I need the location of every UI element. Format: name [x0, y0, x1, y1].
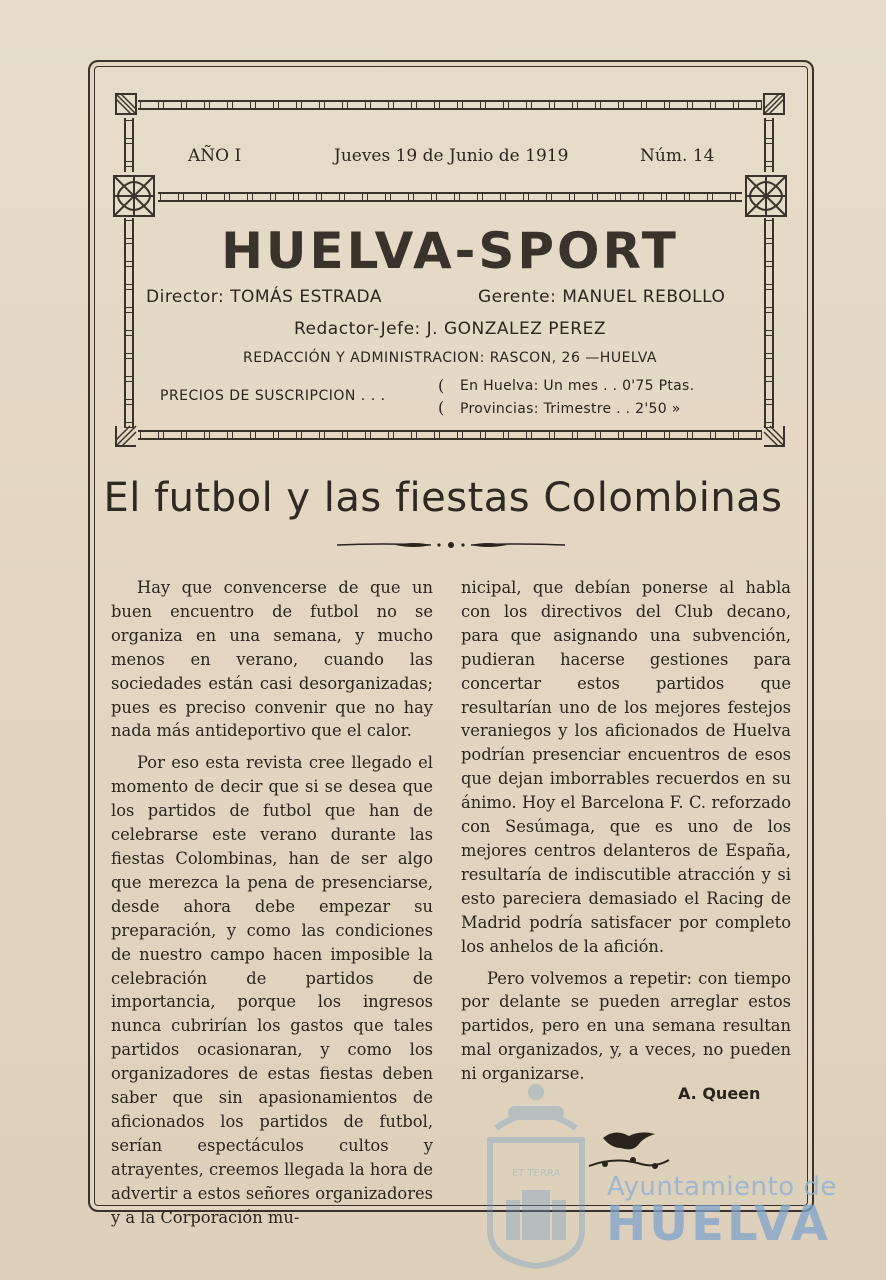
- coat-of-arms-watermark-icon: [476, 1080, 596, 1270]
- bottom-chain-ornament: [138, 430, 762, 440]
- bracket-mark: (: [438, 398, 445, 417]
- bracket-mark: (: [438, 376, 445, 395]
- subscription-local: En Huelva: Un mes . . 0'75 Ptas.: [460, 378, 695, 394]
- director-line: Director: TOMÁS ESTRADA: [146, 287, 382, 307]
- shield-motto: ET TERRA: [511, 1168, 561, 1179]
- article-column-left: [111, 576, 433, 1237]
- middle-chain-ornament: [158, 192, 742, 202]
- right-chain-top: [764, 118, 774, 172]
- divider-ornament-icon: [335, 538, 567, 552]
- corner-ornament-icon: [760, 422, 786, 448]
- paragraph: Por eso esta revista cree llegado el momento de decir que si se desea que los partidos de futbol que han de celebrarse este verano durante las fiestas Colombinas, han de ser algo que merezca la pena de presenciarse, desde ahora debe empezar su preparación, y como las condiciones de nuestro campo hacen imposible la celebración de partidos de importancia, porque los ingresos nunca cubrirían los gastos que tales partidos ocasionaran, y como los organizadores de estas fiestas deben saber que sin apasionamientos de aficionados los partidos de futbol, serían espectáculos cultos y atrayentes, creemos llegada la hora de advertir a estos señores organizadores y a la Corporación mu-: [111, 753, 433, 1227]
- manager-line: Gerente: MANUEL REBOLLO: [478, 287, 726, 307]
- issue-date: Jueves 19 de Junio de 1919: [334, 146, 569, 166]
- issue-number: Núm. 14: [640, 146, 715, 166]
- subscription-label: PRECIOS DE SUSCRIPCION . . .: [160, 388, 386, 404]
- paragraph: Hay que convencerse de que un buen encuentro de futbol no se organiza en una semana, y mucho menos en verano, cuando las sociedades están casi desorganizadas; pues es preciso convenir que no hay nada más antideportivo que el calor.: [111, 578, 433, 741]
- paragraph: Pero volvemos a repetir: con tiempo por delante se pueden arreglar estos partidos, pero en una semana resultan mal organizados, y, a veces, no pueden ni organizarse.: [461, 968, 791, 1084]
- address-line: REDACCIÓN Y ADMINISTRACION: RASCON, 26 —HUELVA: [243, 350, 657, 366]
- corner-ornament-icon: [114, 422, 140, 448]
- newspaper-title: HUELVA-SPORT: [221, 222, 679, 280]
- bird-vignette-icon: [585, 1126, 675, 1176]
- watermark-text-line2: HUELVA: [606, 1196, 831, 1252]
- subscription-provinces: Provincias: Trimestre . . 2'50 »: [460, 401, 681, 417]
- watermark-text-line1: Ayuntamiento de: [607, 1172, 837, 1202]
- masthead: [112, 92, 788, 450]
- left-chain-top: [124, 118, 134, 172]
- rosette-ornament-icon: [744, 174, 788, 218]
- top-chain-ornament: [138, 100, 762, 110]
- author-signature: A. Queen: [678, 1084, 761, 1103]
- corner-ornament-icon: [114, 92, 140, 118]
- corner-ornament-icon: [760, 92, 786, 118]
- article-title: El futbol y las fiestas Colombinas: [103, 475, 783, 521]
- issue-year: AÑO I: [188, 146, 242, 166]
- rosette-ornament-icon: [112, 174, 156, 218]
- editor-line: Redactor-Jefe: J. GONZALEZ PEREZ: [294, 319, 606, 339]
- paragraph: nicipal, que debían ponerse al habla con los directivos del Club decano, para que asignando una subvención, pudieran hacerse gestiones para concertar estos partidos que resultarían uno de los mejores festejos veraniegos y los aficionados de Huelva podrían presenciar encuentros de esos que dejan imborrables recuerdos en su ánimo. Hoy el Barcelona F. C. reforzado con Sesúmaga, que es uno de los mejores centros delanteros de España, resultaría de indiscutible atracción y si esto pareciera demasiado el Racing de Madrid podría satisfacer por completo los anhelos de la afición.: [461, 578, 791, 956]
- article-column-right: [461, 576, 791, 1094]
